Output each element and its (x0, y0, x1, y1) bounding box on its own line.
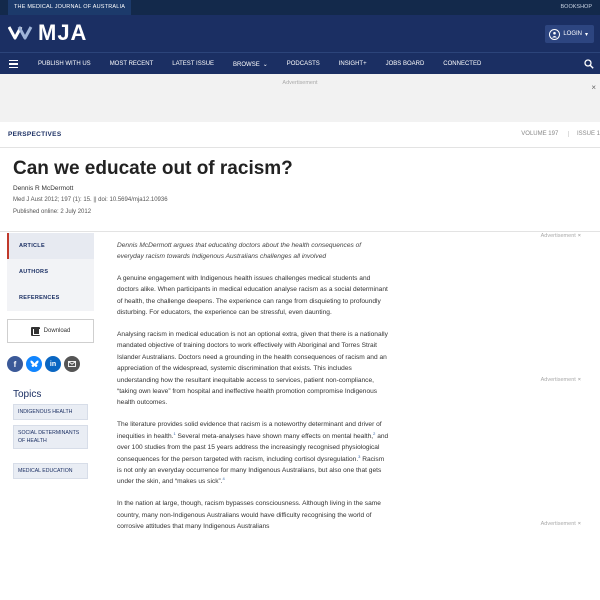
nav-browse-label: BROWSE (233, 61, 260, 68)
issue-meta (505, 131, 600, 137)
mja-logo[interactable] (8, 21, 87, 45)
citation: Med J Aust 2012; 197 (1): 15. || doi: 10.5694/mja12.10936 (13, 197, 168, 203)
paragraph-text: Racism is not only an everyday occurrence for many Indigenous Australians, but also one that gets under the skin, and “makes us sick”. (117, 455, 385, 486)
article-section-tabs (7, 233, 94, 311)
reference-link[interactable]: 1 (173, 430, 176, 436)
nav-publish-with-us[interactable]: PUBLISH WITH US (38, 61, 91, 67)
article-body (117, 240, 389, 543)
paragraph: Analysing racism in medical education is not an optional extra, given that there is a nationally mandated objective of training doctors to work effectively with Aboriginal and Torres Strait Islander Australians. Doctors need a grounding in the health consequences of racism and an appreciation of the widespread, systemic discrimination that exists. This includes understanding how the resultant inequitable access to services, patient non-compliance, “taking own leave” from hospital and ineffective health promotion compromise Indigenous health outcomes. (117, 330, 388, 407)
nav-latest-issue[interactable]: LATEST ISSUE (172, 61, 215, 67)
logo-text: MJA (38, 20, 88, 45)
journal-name-tab[interactable]: THE MEDICAL JOURNAL OF AUSTRALIA (8, 0, 131, 15)
nav-browse[interactable] (233, 61, 268, 68)
published-date: Published online: 2 July 2012 (13, 209, 92, 215)
paragraph: In the nation at large, though, racism bypasses consciousness. Although living in the same country, many non-Indigenous Australians would have difficulty recognising the world of corrosive attitudes that many Indigenous Australians (117, 500, 381, 531)
user-icon (549, 29, 560, 40)
paragraph (117, 419, 389, 487)
reference-link[interactable]: 4 (222, 476, 225, 482)
login-button[interactable] (545, 25, 594, 43)
ad-banner (0, 74, 600, 122)
paragraph-text: The literature provides solid evidence that racism is a noteworthy determinant and driver of inequities in health. (117, 421, 382, 440)
topic-indigenous-health[interactable]: INDIGENOUS HEALTH (13, 404, 88, 420)
tab-authors[interactable]: AUTHORS (19, 269, 49, 275)
ad-label: Advertisement (282, 80, 318, 86)
email-icon[interactable] (64, 356, 80, 372)
topics-heading: Topics (13, 389, 42, 400)
reference-link[interactable]: 3 (358, 453, 361, 459)
nav-podcasts[interactable]: PODCASTS (286, 61, 320, 67)
side-ad (541, 521, 581, 527)
ad-label: Advertisement (540, 521, 576, 527)
mja-chevron-logo-icon (8, 24, 34, 42)
close-icon[interactable]: × (577, 377, 581, 383)
tab-references[interactable]: REFERENCES (19, 295, 60, 301)
side-ad (541, 233, 581, 239)
article-lede: Dennis McDermott argues that educating doctors about the health consequences of everyday racism towards Indigenous Australians challenges all involved (117, 242, 362, 261)
reference-link[interactable]: 2 (373, 430, 376, 436)
download-button[interactable] (7, 319, 94, 343)
nav-insight[interactable]: INSIGHT+ (338, 61, 367, 67)
bluesky-icon[interactable] (26, 356, 42, 372)
login-label: LOGIN (563, 31, 582, 37)
author-name[interactable]: Dennis R McDermott (13, 185, 74, 192)
paragraph-text: Several meta-analyses have shown many effects on mental health, (175, 432, 374, 440)
nav-items (38, 53, 500, 75)
share-icons (7, 356, 83, 372)
chevron-down-icon: ⌄ (262, 61, 268, 68)
linkedin-icon[interactable]: in (45, 356, 61, 372)
main-nav (0, 52, 600, 74)
paragraph-text: and over 100 studies from the past 15 years address the increasingly recognised physiological consequences for the person targeted with racism, including cortisol dysregulation. (117, 432, 389, 463)
bookshop-link[interactable]: BOOKSHOP (560, 4, 592, 10)
section-strip (0, 122, 600, 148)
section-name[interactable]: PERSPECTIVES (8, 131, 62, 138)
search-icon[interactable] (584, 59, 594, 69)
issue-label[interactable]: ISSUE 1 (568, 131, 600, 137)
nav-most-recent[interactable]: MOST RECENT (109, 61, 154, 67)
nav-connected[interactable]: CONNECTED (443, 61, 482, 67)
volume-label[interactable]: VOLUME 197 (521, 131, 559, 137)
article-header (0, 148, 600, 232)
side-ad (541, 377, 581, 383)
ad-label: Advertisement (540, 377, 576, 383)
close-icon[interactable]: × (577, 233, 581, 239)
pdf-download-icon (31, 327, 40, 336)
top-utility-bar (0, 0, 600, 15)
close-icon[interactable]: × (591, 83, 596, 92)
facebook-icon[interactable]: f (7, 356, 23, 372)
article-title: Can we educate out of racism? (13, 158, 293, 179)
topic-social-determinants[interactable]: SOCIAL DETERMINANTS OF HEALTH (13, 425, 88, 449)
ad-label: Advertisement (540, 233, 576, 239)
brand-bar (0, 15, 600, 52)
download-label: Download (43, 328, 71, 334)
close-icon[interactable]: × (577, 521, 581, 527)
paragraph: A genuine engagement with Indigenous health issues challenges medical students and doctors alike. When participants in medical education analyse racism as a social determinant of health, the challenge deepens. The experience can range from disquieting to profoundly disturbing. For educators, the experience can be stressful, even daunting. (117, 274, 388, 317)
nav-jobs-board[interactable]: JOBS BOARD (385, 61, 425, 67)
tab-article[interactable]: ARTICLE (7, 233, 94, 259)
topic-medical-education[interactable]: MEDICAL EDUCATION (13, 463, 88, 479)
chevron-down-icon: ▾ (584, 31, 588, 38)
menu-icon[interactable] (9, 60, 18, 68)
